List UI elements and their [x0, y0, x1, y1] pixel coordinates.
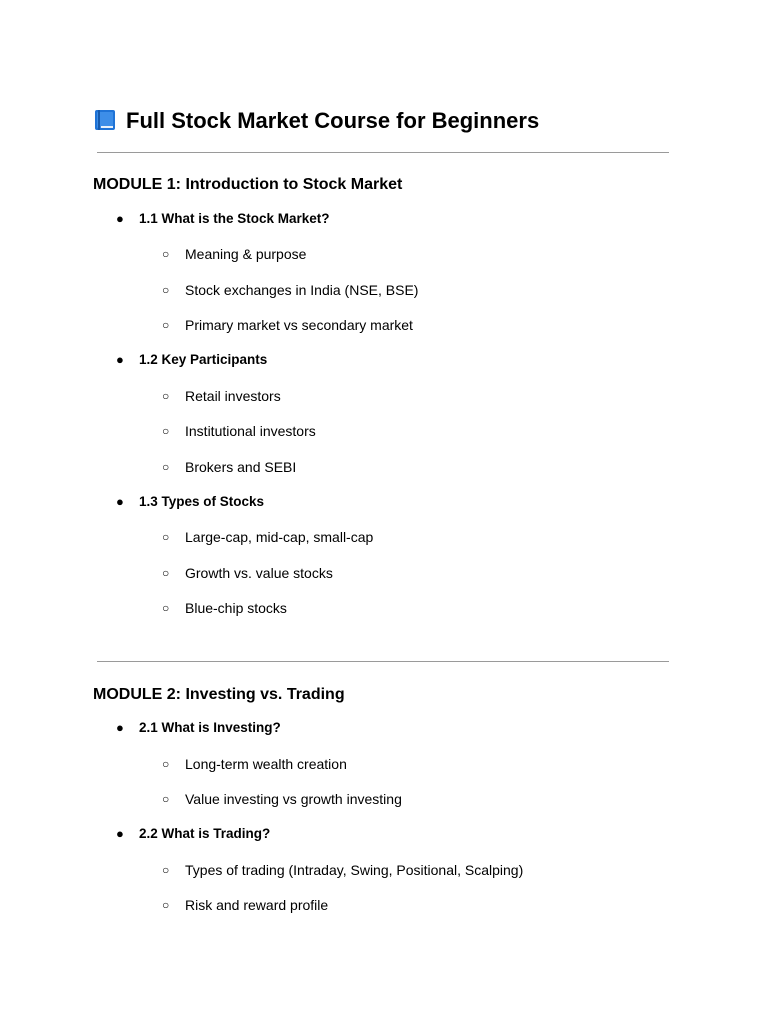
topic-text: Meaning & purpose — [185, 246, 307, 262]
topic-text: Institutional investors — [185, 423, 316, 439]
bullet-marker: ● — [116, 720, 124, 735]
circle-bullet-marker: ○ — [162, 318, 170, 332]
topic-text: Primary market vs secondary market — [185, 317, 413, 333]
section-title: 1.1 What is the Stock Market? — [139, 211, 330, 226]
topic-text: Long-term wealth creation — [185, 756, 347, 772]
circle-bullet-marker: ○ — [162, 424, 170, 438]
circle-bullet-marker: ○ — [162, 389, 170, 403]
circle-bullet-marker: ○ — [162, 863, 170, 877]
horizontal-divider — [97, 152, 669, 153]
circle-bullet-marker: ○ — [162, 898, 170, 912]
circle-bullet-marker: ○ — [162, 530, 170, 544]
horizontal-divider — [97, 661, 669, 662]
topic-text: Brokers and SEBI — [185, 459, 297, 475]
topic-text: Risk and reward profile — [185, 897, 329, 913]
circle-bullet-marker: ○ — [162, 757, 170, 771]
topic-text: Retail investors — [185, 388, 281, 404]
section-title: 2.2 What is Trading? — [139, 826, 271, 841]
topic-text: Blue-chip stocks — [185, 600, 287, 616]
circle-bullet-marker: ○ — [162, 283, 170, 297]
topic-text: Types of trading (Intraday, Swing, Positional, Scalping) — [185, 862, 524, 878]
topic-text: Large-cap, mid-cap, small-cap — [185, 529, 374, 545]
document-title — [94, 106, 539, 136]
topic-text: Stock exchanges in India (NSE, BSE) — [185, 282, 419, 298]
circle-bullet-marker: ○ — [162, 792, 170, 806]
bullet-marker: ● — [116, 211, 124, 226]
circle-bullet-marker: ○ — [162, 247, 170, 261]
section-title: 1.3 Types of Stocks — [139, 494, 265, 509]
module-heading: MODULE 2: Investing vs. Trading — [93, 686, 345, 703]
bullet-marker: ● — [116, 494, 124, 509]
section-title: 2.1 What is Investing? — [139, 720, 281, 735]
bullet-marker: ● — [116, 352, 124, 367]
circle-bullet-marker: ○ — [162, 460, 170, 474]
bullet-marker: ● — [116, 826, 124, 841]
blue-book-icon — [94, 109, 116, 131]
topic-text: Value investing vs growth investing — [185, 791, 402, 807]
circle-bullet-marker: ○ — [162, 601, 170, 615]
circle-bullet-marker: ○ — [162, 566, 170, 580]
section-title: 1.2 Key Participants — [139, 352, 268, 367]
module-heading: MODULE 1: Introduction to Stock Market — [93, 176, 403, 193]
topic-text: Growth vs. value stocks — [185, 565, 333, 581]
document-title-text: Full Stock Market Course for Beginners — [126, 108, 540, 133]
